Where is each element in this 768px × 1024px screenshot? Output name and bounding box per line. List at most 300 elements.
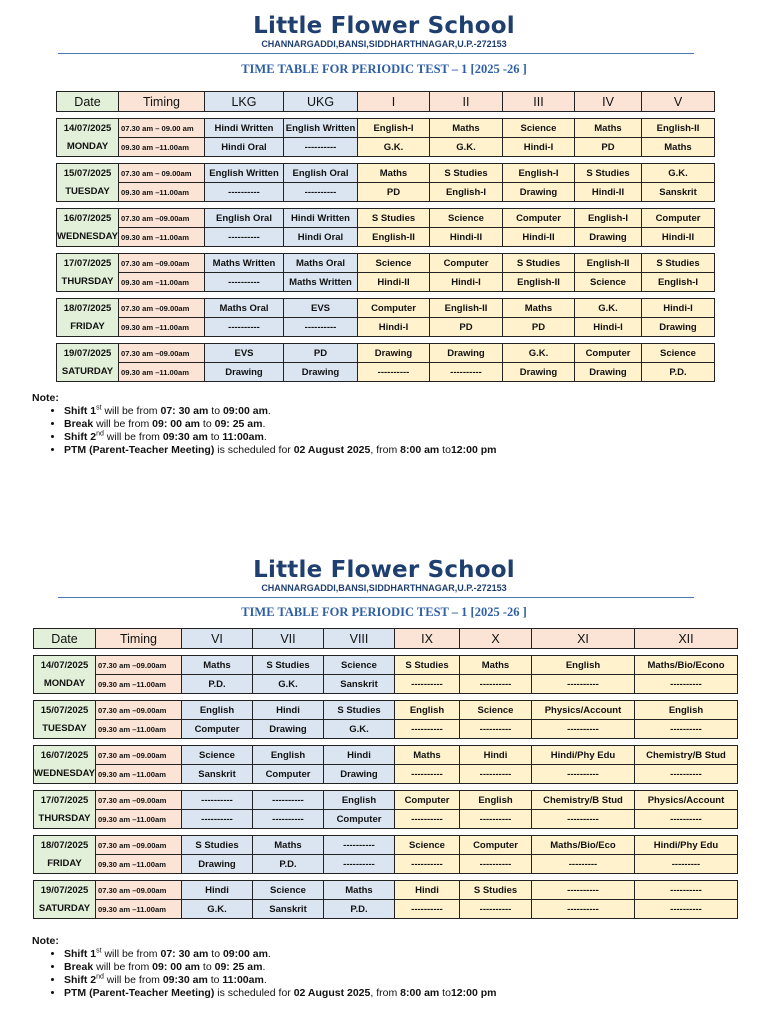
subject-cell: English (253, 746, 324, 765)
subject-cell: Maths (253, 836, 324, 855)
subject-cell: Physics/Account (532, 701, 635, 720)
timing-cell: 07.30 am –09.00am (119, 209, 205, 228)
subject-cell: Hindi/Phy Edu (532, 746, 635, 765)
subject-cell: ---------- (205, 318, 284, 337)
date-cell (34, 791, 96, 829)
subject-cell: G.K. (253, 675, 324, 694)
subject-cell: Drawing (253, 720, 324, 739)
note-text: st (96, 947, 102, 955)
table-row-shift-2 (34, 810, 738, 829)
day-text: FRIDAY (70, 320, 105, 332)
subject-cell: English (532, 656, 635, 675)
subject-cell: Hindi Oral (205, 138, 284, 157)
column-header: XII (635, 629, 738, 649)
note-list (32, 948, 496, 1000)
table-row-shift-2 (34, 675, 738, 694)
subject-cell: ---------- (205, 183, 284, 202)
subject-cell: Maths (575, 119, 642, 138)
subject-cell: ---------- (460, 810, 532, 829)
subject-cell: Chemistry/B Stud (635, 746, 738, 765)
note-text: 8:00 am (400, 444, 440, 456)
subject-cell: Hindi-I (642, 299, 715, 318)
subject-cell: Maths (182, 656, 253, 675)
subject-cell: Maths Oral (284, 254, 358, 273)
note-text: Shift 1 (64, 948, 97, 960)
note-text: Break (64, 418, 94, 430)
subject-cell: English (324, 791, 395, 810)
table-row-shift-1 (34, 656, 738, 675)
subject-cell: Science (642, 344, 715, 363)
note-text: PTM (Parent-Teacher Meeting) (64, 987, 215, 999)
subject-cell: Drawing (575, 363, 642, 382)
day-text: WEDNESDAY (57, 230, 118, 242)
timetable-title: TIME TABLE FOR PERIODIC TEST – 1 [2025 -26 ] (241, 605, 527, 619)
row-spacer (34, 829, 738, 836)
timing-cell: 09.30 am –11.00am (119, 138, 205, 157)
subject-cell: S Studies (460, 881, 532, 900)
note-text: to (207, 431, 223, 443)
note-text: . (262, 418, 266, 430)
subject-cell: ---------- (635, 900, 738, 919)
subject-cell: Drawing (358, 344, 430, 363)
subject-cell: ---------- (532, 881, 635, 900)
note-text: is scheduled for (214, 444, 294, 456)
note-text: . (262, 961, 266, 973)
note-text: to (200, 418, 215, 430)
subject-cell: EVS (284, 299, 358, 318)
note-text: 09:00 am (222, 948, 268, 960)
note-text: 07: 30 am (160, 405, 209, 417)
note-text: Break (64, 961, 94, 973)
column-header: UKG (284, 92, 358, 112)
date-cell (34, 746, 96, 784)
note-shift-2 (64, 974, 496, 987)
subject-cell: S Studies (430, 164, 503, 183)
note-text: nd (96, 973, 104, 981)
timing-cell: 07.30 am –09.00am (96, 836, 182, 855)
timing-cell: 09.30 am –11.00am (96, 900, 182, 919)
note-text: will be from (93, 418, 153, 430)
subject-cell: Hindi/Phy Edu (635, 836, 738, 855)
subject-cell: ---------- (460, 675, 532, 694)
note-text: will be from (101, 405, 161, 417)
subject-cell: Drawing (324, 765, 395, 784)
school-address: CHANNARGADDI,BANSI,SIDDHARTHNAGAR,U.P.-272153 (261, 39, 507, 49)
subject-cell: ---------- (253, 810, 324, 829)
subject-cell: S Studies (182, 836, 253, 855)
subject-cell: Science (575, 273, 642, 292)
school-name: Little Flower School (253, 13, 515, 39)
subject-cell: ---------- (635, 810, 738, 829)
subject-cell: ---------- (635, 765, 738, 784)
subject-cell: English (182, 701, 253, 720)
note-text: will be from (103, 974, 163, 986)
subject-cell: Computer (430, 254, 503, 273)
spacer-cell (34, 694, 738, 701)
subject-cell: G.K. (324, 720, 395, 739)
school-address: CHANNARGADDI,BANSI,SIDDHARTHNAGAR,U.P.-272153 (261, 583, 507, 593)
subject-cell: Science (253, 881, 324, 900)
subject-cell: ---------- (460, 765, 532, 784)
subject-cell: G.K. (575, 299, 642, 318)
note-text: is scheduled for (214, 987, 294, 999)
column-header: VI (182, 629, 253, 649)
timetable-title: TIME TABLE FOR PERIODIC TEST – 1 [2025 -26 ] (241, 62, 527, 76)
table-row-shift-1 (34, 881, 738, 900)
table-row-shift-1 (34, 701, 738, 720)
subject-cell: P.D. (253, 855, 324, 874)
subject-cell: ---------- (205, 273, 284, 292)
school-name: Little Flower School (253, 557, 515, 583)
row-spacer (34, 739, 738, 746)
note-text: . (263, 431, 267, 443)
timetable-table-vi-xii (33, 628, 738, 919)
subject-cell: ---------- (324, 855, 395, 874)
column-header: Date (57, 92, 119, 112)
note-text: 09:30 am (162, 431, 208, 443)
row-spacer (34, 649, 738, 656)
table-row-shift-1 (34, 746, 738, 765)
subject-cell: Science (395, 836, 460, 855)
subject-cell: Computer (395, 791, 460, 810)
note-text: Shift 1 (64, 405, 97, 417)
timing-cell: 07.30 am –09.00am (96, 791, 182, 810)
column-header: Date (34, 629, 96, 649)
day-text: SATURDAY (61, 365, 114, 377)
date-text: 15/07/2025 (63, 167, 112, 179)
subject-cell: Sanskrit (642, 183, 715, 202)
timing-cell: 07.30 am –09.00am (119, 254, 205, 273)
note-text: to (439, 987, 451, 999)
note-text: will be from (103, 431, 163, 443)
note-label: Note: (32, 392, 59, 404)
column-header: V (642, 92, 715, 112)
subject-cell: S Studies (358, 209, 430, 228)
note-text: to (208, 948, 223, 960)
day-text: THURSDAY (61, 275, 114, 287)
subject-cell: ---------- (284, 318, 358, 337)
subject-cell: ---------- (284, 138, 358, 157)
timing-cell: 07.30 am –09.00am (96, 881, 182, 900)
subject-cell: Hindi Oral (284, 228, 358, 247)
subject-cell: P.D. (182, 675, 253, 694)
date-cell (34, 881, 96, 919)
subject-cell: Hindi-I (503, 138, 575, 157)
subject-cell: ---------- (284, 183, 358, 202)
date-cell (34, 701, 96, 739)
note-text: Shift 2 (64, 431, 97, 443)
subject-cell: ---------- (395, 855, 460, 874)
timing-cell: 07.30 am –09.00am (119, 344, 205, 363)
subject-cell: Maths (358, 164, 430, 183)
subject-cell: ---------- (182, 791, 253, 810)
day-text: WEDNESDAY (34, 767, 95, 779)
date-text: 18/07/2025 (63, 302, 112, 314)
timing-cell: 09.30 am –11.00am (96, 765, 182, 784)
subject-cell: ---------- (532, 675, 635, 694)
date-text: 15/07/2025 (40, 704, 89, 716)
date-cell (34, 656, 96, 694)
subject-cell: P.D. (642, 363, 715, 382)
spacer-cell (34, 649, 738, 656)
subject-cell: Maths (460, 656, 532, 675)
subject-cell: G.K. (182, 900, 253, 919)
note-text: 09: 00 am (152, 418, 201, 430)
subject-cell: PD (575, 138, 642, 157)
subject-cell: Computer (642, 209, 715, 228)
subject-cell: EVS (205, 344, 284, 363)
day-text: FRIDAY (47, 857, 82, 869)
subject-cell: Drawing (430, 344, 503, 363)
note-text: 09: 00 am (152, 961, 201, 973)
subject-cell: S Studies (324, 701, 395, 720)
column-header: VII (253, 629, 324, 649)
table-row-shift-2 (34, 765, 738, 784)
subject-cell: S Studies (642, 254, 715, 273)
date-text: 17/07/2025 (63, 257, 112, 269)
subject-cell: Science (358, 254, 430, 273)
note-text: 09:00 am (222, 405, 268, 417)
subject-cell: English-II (358, 228, 430, 247)
table-row-shift-1 (34, 791, 738, 810)
subject-cell: Maths Written (284, 273, 358, 292)
note-text: PTM (Parent-Teacher Meeting) (64, 444, 215, 456)
note-text: 02 August 2025 (293, 987, 371, 999)
subject-cell: --------- (532, 855, 635, 874)
subject-cell: Computer (182, 720, 253, 739)
note-ptm (64, 987, 496, 1000)
subject-cell: --------- (635, 855, 738, 874)
subject-cell: Drawing (284, 363, 358, 382)
subject-cell: Hindi-II (575, 183, 642, 202)
subject-cell: Hindi-II (503, 228, 575, 247)
day-text: TUESDAY (42, 722, 87, 734)
note-text: 11:00am (222, 431, 264, 443)
spacer-cell (34, 874, 738, 881)
subject-cell: Drawing (205, 363, 284, 382)
timing-cell: 09.30 am –11.00am (96, 675, 182, 694)
date-text: 16/07/2025 (63, 212, 112, 224)
subject-cell: Maths (324, 881, 395, 900)
day-text: MONDAY (66, 140, 109, 152)
subject-cell: English Written (284, 119, 358, 138)
subject-cell: English-I (503, 164, 575, 183)
day-text: TUESDAY (65, 185, 110, 197)
subject-cell: ---------- (395, 765, 460, 784)
column-header: III (503, 92, 575, 112)
timing-cell: 07.30 am – 09.00 am (119, 119, 205, 138)
subject-cell: ---------- (395, 900, 460, 919)
subject-cell: S Studies (253, 656, 324, 675)
column-header: I (358, 92, 430, 112)
note-label: Note: (32, 935, 59, 947)
subject-cell: English-II (642, 119, 715, 138)
timing-cell: 09.30 am –11.00am (119, 273, 205, 292)
subject-cell: ---------- (430, 363, 503, 382)
subject-cell: English-I (575, 209, 642, 228)
subject-cell: Maths (430, 119, 503, 138)
subject-cell: Drawing (575, 228, 642, 247)
subject-cell: ---------- (532, 720, 635, 739)
column-header: IV (575, 92, 642, 112)
subject-cell: ---------- (532, 765, 635, 784)
subject-cell: Maths/Bio/Econo (635, 656, 738, 675)
note-text: will be from (93, 961, 153, 973)
column-header: Timing (119, 92, 205, 112)
note-text: Shift 2 (64, 974, 97, 986)
subject-cell: P.D. (324, 900, 395, 919)
subject-cell: Hindi-I (358, 318, 430, 337)
subject-cell: ---------- (532, 900, 635, 919)
subject-cell: Maths Oral (205, 299, 284, 318)
subject-cell: English (395, 701, 460, 720)
table-header-row (34, 629, 738, 649)
subject-cell: English Oral (205, 209, 284, 228)
column-header: X (460, 629, 532, 649)
date-cell (34, 836, 96, 874)
subject-cell: PD (430, 318, 503, 337)
note-text: to (439, 444, 451, 456)
note-text: nd (96, 430, 104, 438)
table-row-shift-2 (34, 900, 738, 919)
subject-cell: G.K. (503, 344, 575, 363)
timing-cell: 09.30 am –11.00am (119, 228, 205, 247)
subject-cell: Computer (503, 209, 575, 228)
subject-cell: ---------- (635, 881, 738, 900)
spacer-cell (34, 829, 738, 836)
column-header: II (430, 92, 503, 112)
timing-cell: 07.30 am –09.00am (96, 746, 182, 765)
subject-cell: Hindi (182, 881, 253, 900)
subject-cell: ---------- (635, 675, 738, 694)
note-text: 09:30 am (162, 974, 208, 986)
subject-cell: PD (358, 183, 430, 202)
note-text: to (207, 974, 223, 986)
date-text: 18/07/2025 (40, 839, 89, 851)
note-text: to (200, 961, 215, 973)
subject-cell: Maths/Bio/Eco (532, 836, 635, 855)
subject-cell: Science (460, 701, 532, 720)
subject-cell: Hindi Written (205, 119, 284, 138)
day-text: THURSDAY (38, 812, 91, 824)
subject-cell: Maths (503, 299, 575, 318)
subject-cell: Maths (395, 746, 460, 765)
subject-cell: Science (324, 656, 395, 675)
subject-cell: English-II (430, 299, 503, 318)
subject-cell: Sanskrit (253, 900, 324, 919)
subject-cell: Hindi (253, 701, 324, 720)
table-row-shift-1 (34, 836, 738, 855)
note-text: st (96, 404, 102, 412)
subject-cell: Drawing (503, 363, 575, 382)
timing-cell: 09.30 am –11.00am (119, 318, 205, 337)
subject-cell: Hindi-II (430, 228, 503, 247)
date-text: 16/07/2025 (40, 749, 89, 761)
subject-cell: Computer (324, 810, 395, 829)
subject-cell: English-I (642, 273, 715, 292)
subject-cell: English Oral (284, 164, 358, 183)
subject-cell: English (460, 791, 532, 810)
subject-cell: Hindi-I (575, 318, 642, 337)
subject-cell: ---------- (395, 720, 460, 739)
subject-cell: Computer (253, 765, 324, 784)
note-text: will be from (101, 948, 161, 960)
subject-cell: Physics/Account (635, 791, 738, 810)
subject-cell: Computer (460, 836, 532, 855)
timing-cell: 07.30 am –09.00am (119, 299, 205, 318)
subject-cell: S Studies (575, 164, 642, 183)
day-text: MONDAY (43, 677, 86, 689)
timing-cell: 07.30 am –09.00am (96, 656, 182, 675)
note-text: 02 August 2025 (293, 444, 371, 456)
timing-cell: 09.30 am –11.00am (96, 810, 182, 829)
subject-cell: Maths (642, 138, 715, 157)
subject-cell: ---------- (460, 855, 532, 874)
day-text: SATURDAY (38, 902, 91, 914)
subject-cell: ---------- (635, 720, 738, 739)
subject-cell: Computer (358, 299, 430, 318)
note-text: 09: 25 am (214, 418, 263, 430)
table-row-shift-2 (34, 855, 738, 874)
subject-cell: ---------- (358, 363, 430, 382)
date-text: 17/07/2025 (40, 794, 89, 806)
subject-cell: English-I (430, 183, 503, 202)
subject-cell: G.K. (430, 138, 503, 157)
note-break (64, 961, 496, 974)
note-shift-1 (64, 948, 496, 961)
note-text: . (267, 948, 271, 960)
timing-cell: 09.30 am –11.00am (119, 183, 205, 202)
subject-cell: Drawing (642, 318, 715, 337)
note-text: 07: 30 am (160, 948, 209, 960)
table-row-shift-2 (34, 720, 738, 739)
spacer-cell (34, 739, 738, 746)
subject-cell: G.K. (358, 138, 430, 157)
subject-cell: ---------- (395, 810, 460, 829)
subject-cell: ---------- (182, 810, 253, 829)
column-header: LKG (205, 92, 284, 112)
column-header: IX (395, 629, 460, 649)
row-spacer (34, 784, 738, 791)
note-text: 8:00 am (400, 987, 440, 999)
subject-cell: Hindi-II (358, 273, 430, 292)
subject-cell: S Studies (503, 254, 575, 273)
note-text: , from (370, 987, 401, 999)
subject-cell: Hindi (324, 746, 395, 765)
subject-cell: Sanskrit (324, 675, 395, 694)
timing-cell: 07.30 am – 09.00am (119, 164, 205, 183)
note-text: . (263, 974, 267, 986)
subject-cell: Hindi (460, 746, 532, 765)
date-text: 19/07/2025 (40, 884, 89, 896)
note-text: 09: 25 am (214, 961, 263, 973)
subject-cell: Chemistry/B Stud (532, 791, 635, 810)
subject-cell: Drawing (182, 855, 253, 874)
notes-block (32, 935, 496, 1000)
subject-cell: Sanskrit (182, 765, 253, 784)
timing-cell: 09.30 am –11.00am (119, 363, 205, 382)
note-text: , from (370, 444, 401, 456)
subject-cell: Science (182, 746, 253, 765)
header-divider (58, 597, 694, 598)
subject-cell: Hindi (395, 881, 460, 900)
subject-cell: English-II (575, 254, 642, 273)
subject-cell: English Written (205, 164, 284, 183)
subject-cell: ---------- (532, 810, 635, 829)
subject-cell: ---------- (460, 720, 532, 739)
timing-cell: 09.30 am –11.00am (96, 855, 182, 874)
timing-cell: 09.30 am –11.00am (96, 720, 182, 739)
